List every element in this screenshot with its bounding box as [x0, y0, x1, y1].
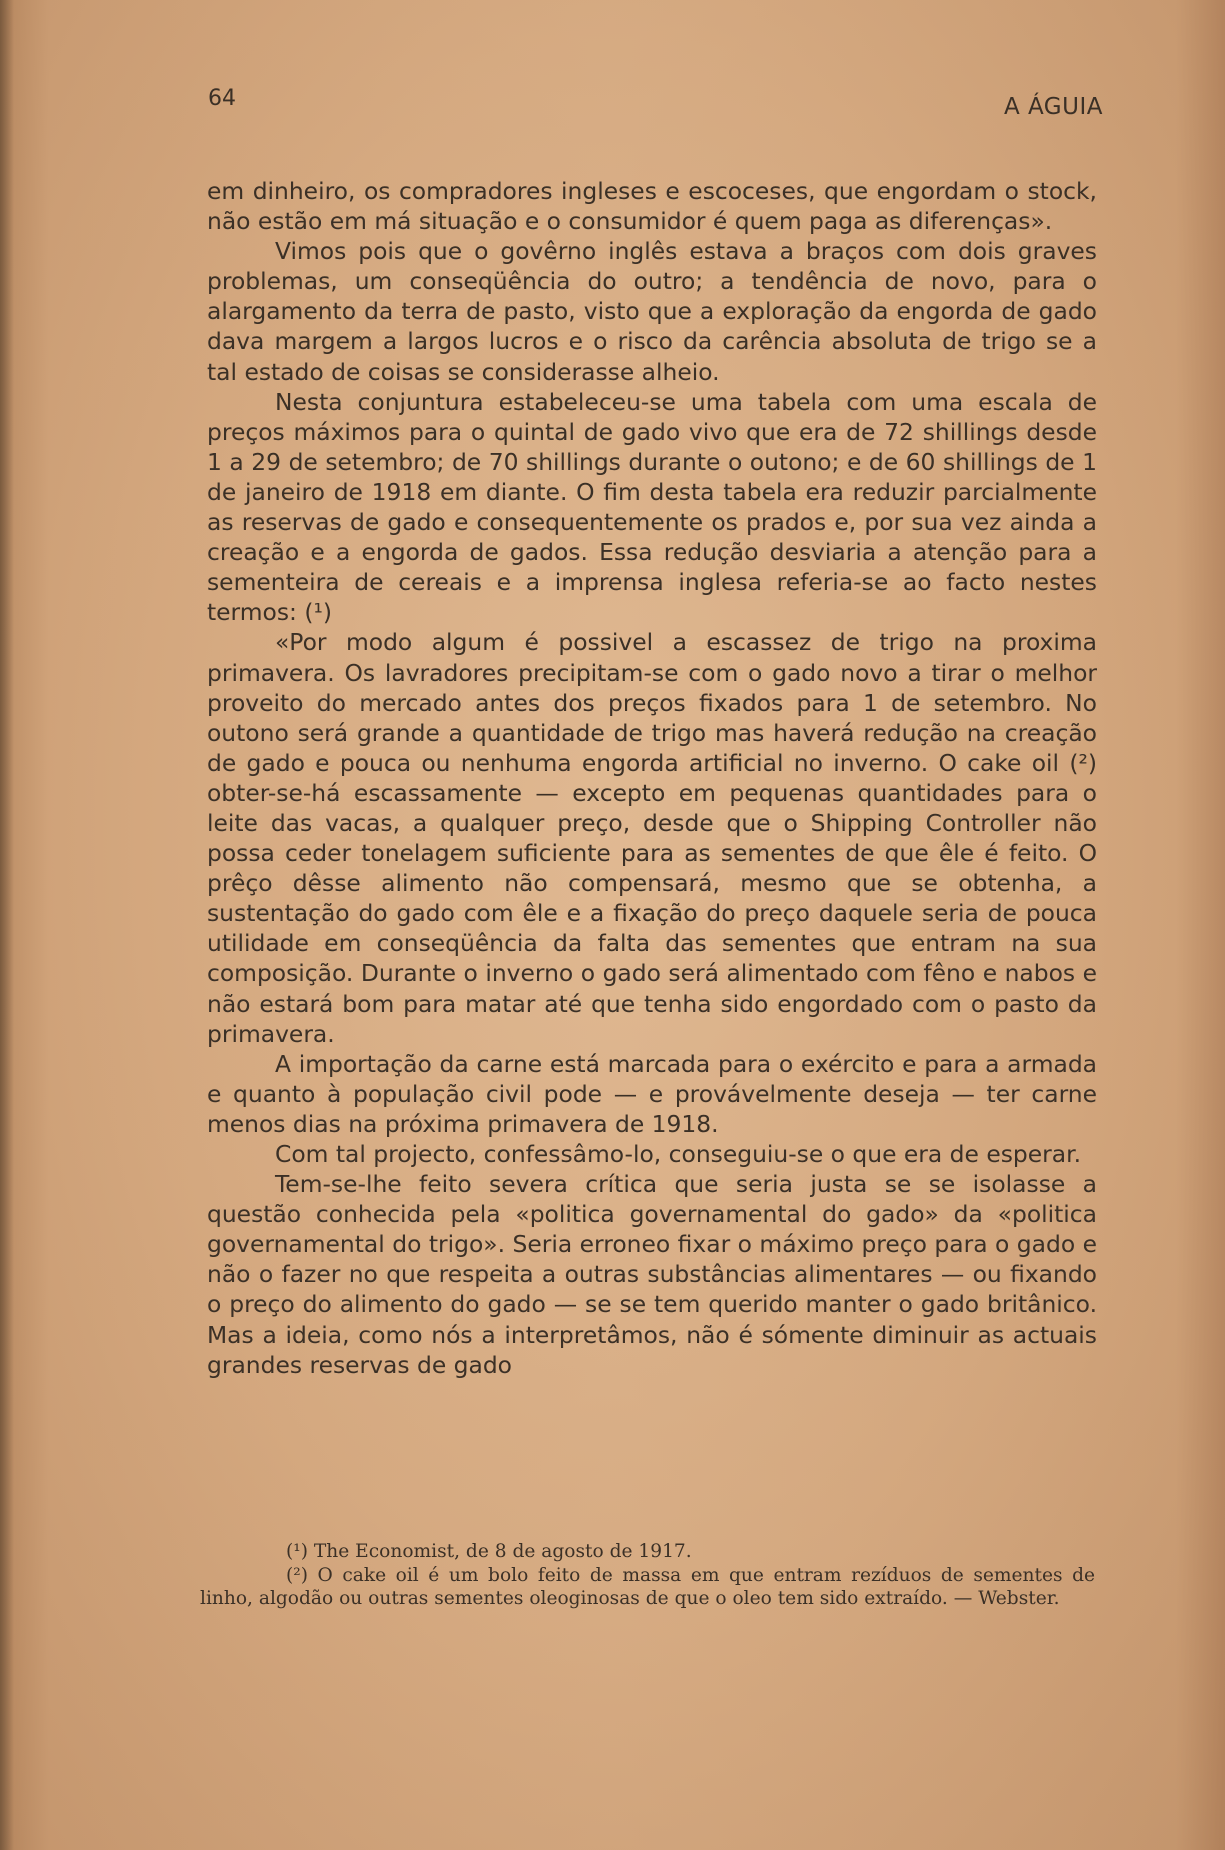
- footnote-2: (²) O cake oil é um bolo feito de massa em que entram rezíduos de sementes de linho, algodão ou outras sementes oleoginosas de que o oleo tem sido extraído. — Webster.: [200, 1564, 1095, 1609]
- paragraph-continuation: em dinheiro, os compradores ingleses e escoceses, que engordam o stock, não estão em má situação e o consumidor é quem paga as diferenças».: [207, 177, 1097, 236]
- paragraph: Vimos pois que o govêrno inglês estava a braços com dois graves problemas, um conseqüência do outro; a tendência de novo, para o alargamento da terra de pasto, visto que a exploração da engorda de gado dava margem a largos lucros e o risco da carência absoluta de trigo se a tal estado de coisas se considerasse alheio.: [207, 237, 1097, 386]
- page-number: 64: [208, 86, 236, 111]
- paragraph: A importação da carne está marcada para o exército e para a armada e quanto à população civil pode — e provávelmente deseja — ter carne menos dias na próxima primavera de 1918.: [207, 1049, 1097, 1138]
- body-text: [207, 176, 1097, 1380]
- footnote-1: (¹) The Economist, de 8 de agosto de 1917.: [286, 1541, 692, 1562]
- running-head: A ÁGUIA: [1003, 94, 1103, 120]
- footnotes: [200, 1540, 1095, 1611]
- paragraph-quotation: «Por modo algum é possivel a escassez de trigo na proxima primavera. Os lavradores precipitam-se com o gado novo a tirar o melhor proveito do mercado antes dos preços fixados para 1 de setembro. No outono será grande a quantidade de trigo mas haverá redução na creação de gado e pouca ou nenhuma engorda artificial no inverno. O cake oil (²) obter-se-há escassamente — excepto em pequenas quantidades para o leite das vacas, a qualquer preço, desde que o Shipping Controller não possa ceder tonelagem suficiente para as sementes de que êle é feito. O prêço dêsse alimento não compensará, mesmo que se obtenha, a sustentação do gado com êle e a fixação do preço daquele seria de pouca utilidade em conseqüência da falta das sementes que entram na sua composição. Durante o inverno o gado será alimentado com fêno e nabos e não estará bom para matar até que tenha sido engordado com o pasto da primavera.: [207, 628, 1097, 1048]
- paragraph: Nesta conjuntura estabeleceu-se uma tabela com uma escala de preços máximos para o quintal de gado vivo que era de 72 shillings desde 1 a 29 de setembro; de 70 shillings durante o outono; e de 60 shillings de 1 de janeiro de 1918 em diante. O fim desta tabela era reduzir parcialmente as reservas de gado e consequentemente os prados e, por sua vez ainda a creação e a engorda de gados. Essa redução desviaria a atenção para a sementeira de cereais e a imprensa inglesa referia-se ao facto nestes termos: (¹): [207, 387, 1097, 627]
- paragraph: Com tal projecto, confessâmo-lo, conseguiu-se o que era de esperar.: [275, 1140, 1082, 1168]
- paragraph: Tem-se-lhe feito severa crítica que seria justa se se isolasse a questão conhecida pela «politica governamental do gado» da «politica governamental do trigo». Seria erroneo fixar o máximo preço para o gado e não o fazer no que respeita a outras substâncias alimentares — ou fixando o preço do alimento do gado — se se tem querido manter o gado britânico. Mas a ideia, como nós a interpretâmos, não é sómente diminuir as actuais grandes reservas de gado: [207, 1170, 1097, 1379]
- page-edge-shadow: [0, 0, 14, 1850]
